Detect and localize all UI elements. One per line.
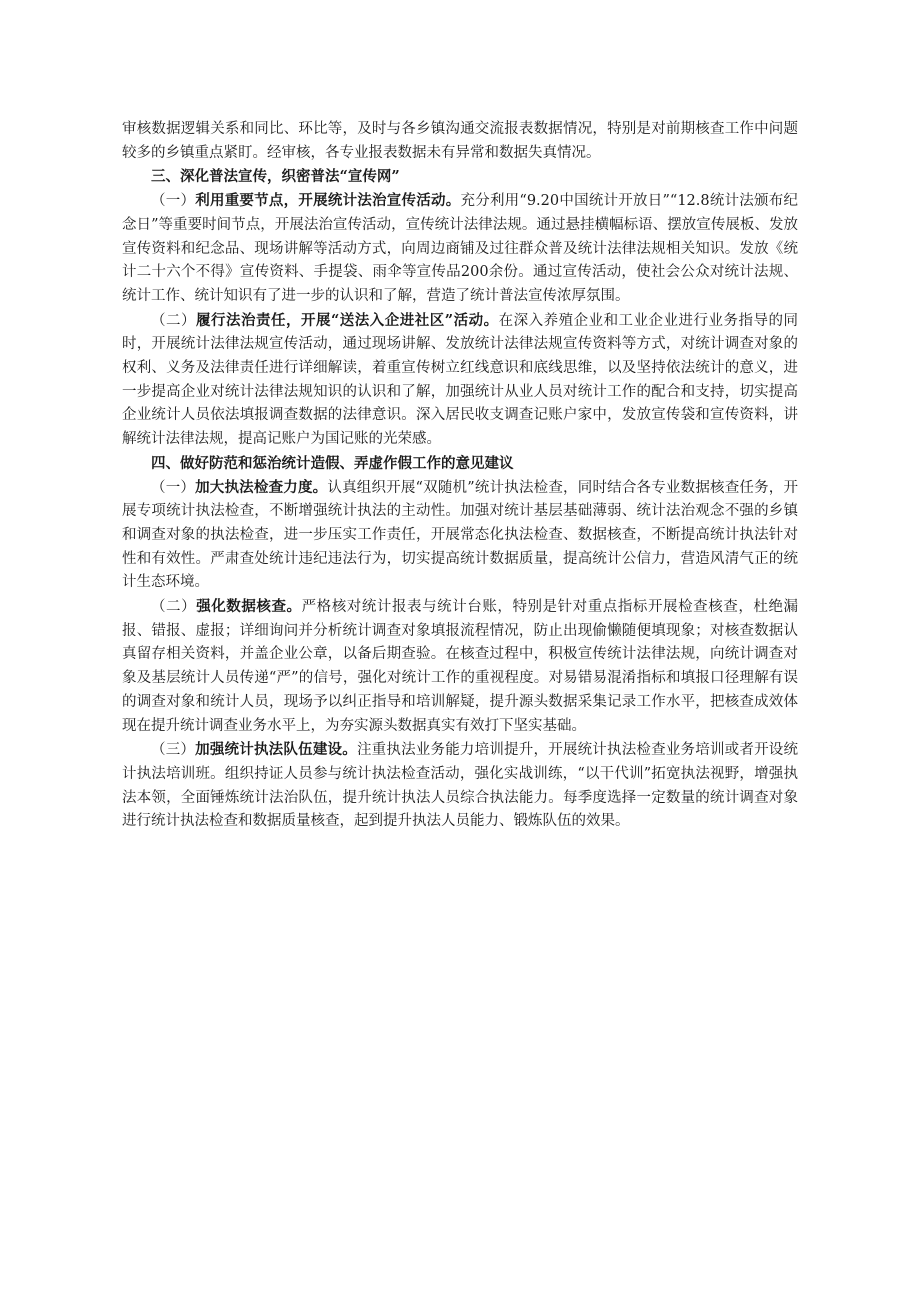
section-4-paragraph-2 <box>122 595 798 738</box>
paragraph-body: 在深入养殖企业和工业企业进行业务指导的同时，开展统计法律法规宣传活动，通过现场讲解、发放统计法律法规宣传资料等方式，对统计调查对象的权利、义务及法律责任进行详细解读，着重宣传树立红线意识和底线思维，以及坚持依法统计的意义，进一步提高企业对统计法律法规知识的认识和了解，加强统计从业人员对统计工作的配合和支持，切实提高企业统计人员依法填报调查数据的法律意识。深入居民收支调查记账户家中，发放宣传袋和宣传资料，讲解统计法律法规，提高记账户为国记账的光荣感。 <box>122 312 799 448</box>
section-4-paragraph-3 <box>122 738 798 834</box>
paragraph-lead: 加强统计执法队伍建设。 <box>195 741 357 759</box>
section-4-paragraph-1 <box>122 476 798 596</box>
paragraph-body: 注重执法业务能力培训提升，开展统计执法检查业务培训或者开设统计执法培训班。组织持证人员参与统计执法检查活动，强化实战训练，“以干代训”拓宽执法视野，增强执法本领，全面锤炼统计法治队伍，提升统计执法人员综合执法能力。每季度选择一定数量的统计调查对象进行统计执法检查和数据质量核查，起到提升执法人员能力、锻炼队伍的效果。 <box>122 742 799 830</box>
paragraph-number: （二） <box>151 599 197 616</box>
paragraph-lead: 加大执法检查力度。 <box>195 478 328 496</box>
paragraph-number: （一） <box>151 193 196 210</box>
paragraph-number: （一） <box>151 479 196 496</box>
section-3-paragraph-2 <box>122 309 798 452</box>
section-4-heading: 四、做好防范和惩治统计造假、弄虚作假工作的意见建议 <box>151 454 514 472</box>
section-3-paragraph-1 <box>122 189 798 309</box>
paragraph-number: （二） <box>151 312 196 329</box>
paragraph-body: 严格核对统计报表与统计台账，特别是针对重点指标开展检查核查，杜绝漏报、错报、虚报；详细询问并分析统计调查对象填报流程情况，防止出现偷懒随便填现象；对核查数据认真留存相关资料，并盖企业公章，以备后期查验。在核查过程中，积极宣传统计法律法规，向统计调查对象及基层统计人员传递“严”的信号，强化对统计工作的重视程度。对易错易混淆指标和填报口径理解有误的调查对象和统计人员，现场予以纠正指导和培训解疑，提升源头数据采集记录工作水平，把核查成效体现在提升统计调查业务水平上，为夯实源头数据真实有效打下坚实基础。 <box>122 599 799 734</box>
section-3-heading: 三、深化普法宣传，织密普法“宣传网” <box>151 168 400 186</box>
paragraph-body: 充分利用“9.20中国统计开放日”“12.8统计法颁布纪念日”等重要时间节点，开展法治宣传活动，宣传统计法律法规。通过悬挂横幅标语、摆放宣传展板、发放宣传资料和纪念品、现场讲解等活动方式，向周边商铺及过往群众普及统计法律法规相关知识。发放《统计二十六个不得》宣传资料、手提袋、雨伞等宣传品200余份。通过宣传活动，使社会公众对统计法规、统计工作、统计知识有了进一步的认识和了解，营造了统计普法宣传浓厚氛围。 <box>122 193 799 304</box>
document-body <box>122 118 798 834</box>
intro-paragraph: 审核数据逻辑关系和同比、环比等，及时与各乡镇沟通交流报表数据情况，特别是对前期核查工作中问题较多的乡镇重点紧盯。经审核，各专业报表数据未有异常和数据失真情况。 <box>122 121 798 161</box>
paragraph-lead: 强化数据核查。 <box>196 598 302 616</box>
paragraph-body: 认真组织开展“双随机”统计执法检查，同时结合各专业数据核查任务，开展专项统计执法检查，不断增强统计执法的主动性。加强对统计基层基础薄弱、统计法治观念不强的乡镇和调查对象的执法检查，进一步压实工作责任，开展常态化执法检查、数据核查，不断提高统计执法针对性和有效性。严肃查处统计违纪违法行为，切实提高统计数据质量，提高统计公信力，营造风清气正的统计生态环境。 <box>122 479 799 591</box>
paragraph-number: （三） <box>151 742 196 759</box>
paragraph-lead: 履行法治责任，开展“送法入企进社区”活动。 <box>196 311 499 329</box>
paragraph-lead: 利用重要节点，开展统计法治宣传活动。 <box>195 192 461 210</box>
